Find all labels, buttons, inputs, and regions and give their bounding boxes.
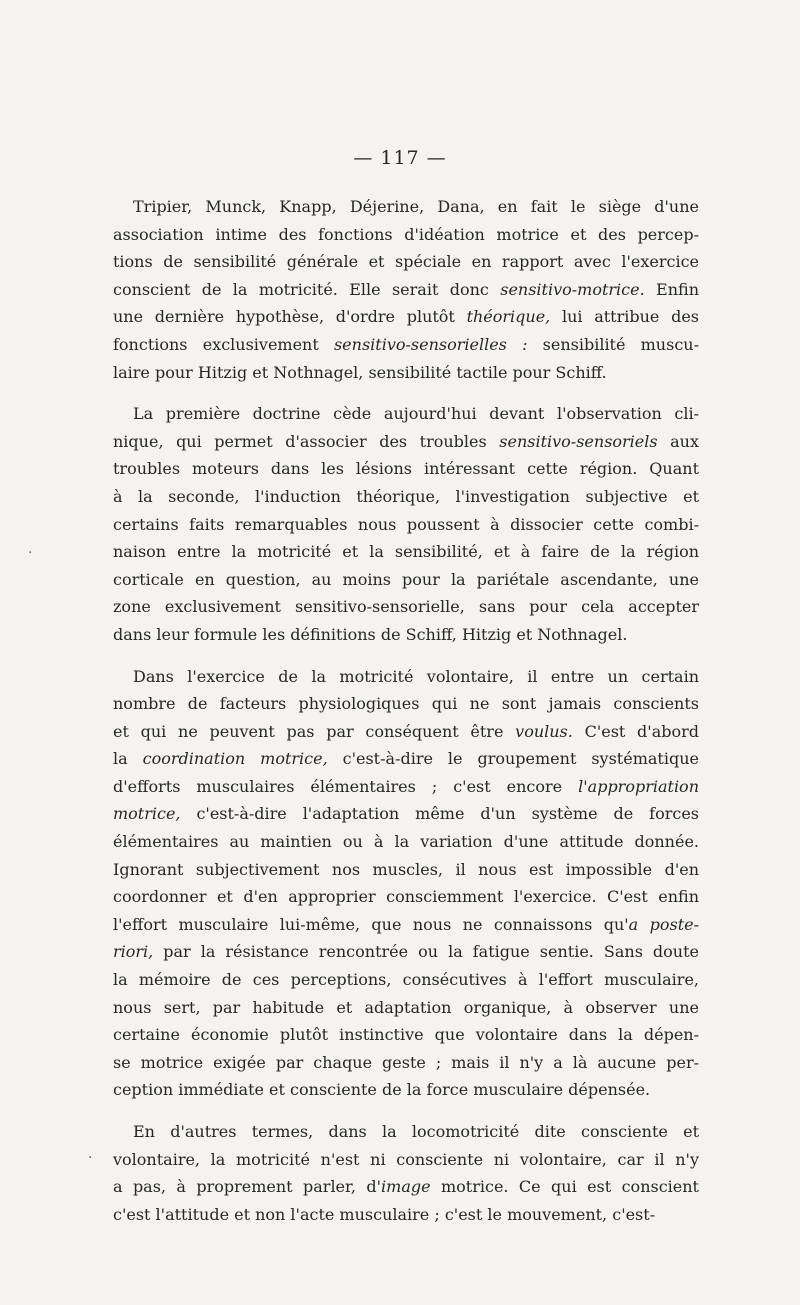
paragraph: [113, 1118, 699, 1228]
text-line: certaine économie plutôt instinctive que volontaire dans la dépen-: [113, 1025, 699, 1045]
italic-term: sensitivo-sensorielles :: [333, 334, 528, 354]
text-line: élémentaires au maintien ou à la variation d'une attitude donnée.: [113, 832, 699, 852]
italic-term: coordination motrice,: [142, 749, 328, 769]
text-line: à la seconde, l'induction théorique, l'investigation subjective et: [113, 486, 699, 506]
text-line: riori, par la résistance rencontrée ou la fatigue sentie. Sans doute: [113, 942, 699, 962]
text-line: troubles moteurs dans les lésions intéressant cette région. Quant: [113, 459, 699, 479]
text-line: Ignorant subjectivement nos muscles, il nous est impossible d'en: [113, 859, 699, 879]
text-line: laire pour Hitzig et Nothnagel, sensibilité tactile pour Schiff.: [113, 362, 607, 382]
text-line: nombre de facteurs physiologiques qui ne sont jamais conscients: [113, 694, 699, 714]
text-line: et qui ne peuvent pas par conséquent être voulus. C'est d'abord: [113, 721, 700, 741]
text-line: fonctions exclusivement sensitivo-sensorielles : sensibilité muscu-: [113, 334, 699, 354]
text-line: a pas, à proprement parler, d'image motrice. Ce qui est conscient: [113, 1177, 699, 1197]
text-line: certains faits remarquables nous poussent à dissocier cette combi-: [113, 514, 699, 534]
paragraph: [113, 663, 699, 1105]
italic-term: sensitivo-motrice.: [500, 279, 645, 299]
text-line: Dans l'exercice de la motricité volontaire, il entre un certain: [133, 666, 699, 686]
text-line: volontaire, la motricité n'est ni consciente ni volontaire, car il n'y: [113, 1149, 699, 1169]
body-text: [113, 193, 699, 1242]
margin-speck: ·: [88, 1150, 93, 1166]
text-line: La première doctrine cède aujourd'hui devant l'observation cli-: [133, 404, 699, 424]
italic-term: théorique,: [466, 307, 551, 327]
text-line: nous sert, par habitude et adaptation organique, à observer une: [113, 997, 699, 1017]
text-line: la mémoire de ces perceptions, consécutives à l'effort musculaire,: [113, 970, 699, 990]
italic-term: image: [381, 1177, 431, 1197]
text-line: conscient de la motricité. Elle serait donc sensitivo-motrice. Enfin: [113, 279, 700, 299]
text-line: une dernière hypothèse, d'ordre plutôt théorique, lui attribue des: [113, 307, 699, 327]
text-line: naison entre la motricité et la sensibilité, et à faire de la région: [113, 542, 699, 562]
text-line: association intime des fonctions d'idéation motrice et des percep-: [113, 224, 699, 244]
text-line: Tripier, Munck, Knapp, Déjerine, Dana, en fait le siège d'une: [133, 197, 699, 216]
text-line: l'effort musculaire lui-même, que nous ne connaissons qu'a poste-: [113, 914, 700, 934]
text-line: motrice, c'est-à-dire l'adaptation même d'un système de forces: [113, 804, 699, 824]
italic-term: sensitivo-sensoriels: [499, 431, 658, 451]
italic-term: l'appropriation: [578, 776, 699, 796]
text-line: En d'autres termes, dans la locomotricité dite consciente et: [133, 1122, 699, 1141]
paragraph: [113, 400, 699, 648]
italic-term: a poste-: [628, 914, 700, 934]
text-line: tions de sensibilité générale et spéciale en rapport avec l'exercice: [113, 252, 699, 272]
paragraph: [113, 193, 699, 386]
text-line: c'est l'attitude et non l'acte musculaire ; c'est le mouvement, c'est-: [113, 1204, 656, 1224]
italic-term: motrice,: [113, 804, 181, 824]
text-line: ception immédiate et consciente de la force musculaire dépensée.: [113, 1080, 651, 1100]
margin-speck: ·: [28, 545, 33, 561]
text-line: corticale en question, au moins pour la pariétale ascendante, une: [113, 569, 699, 589]
text-line: dans leur formule les définitions de Schiff, Hitzig et Nothnagel.: [113, 624, 628, 644]
text-line: d'efforts musculaires élémentaires ; c'est encore l'appropriation: [113, 776, 699, 796]
text-line: la coordination motrice, c'est-à-dire le groupement systématique: [113, 749, 699, 769]
text-line: zone exclusivement sensitivo-sensorielle, sans pour cela accepter: [113, 597, 699, 617]
italic-term: riori,: [113, 942, 154, 962]
text-line: coordonner et d'en approprier consciemment l'exercice. C'est enfin: [113, 887, 699, 907]
italic-term: voulus.: [515, 721, 573, 741]
text-line: nique, qui permet d'associer des troubles sensitivo-sensoriels aux: [113, 431, 699, 451]
text-line: se motrice exigée par chaque geste ; mais il n'y a là aucune per-: [113, 1052, 699, 1072]
page-number: — 117 —: [353, 147, 447, 169]
